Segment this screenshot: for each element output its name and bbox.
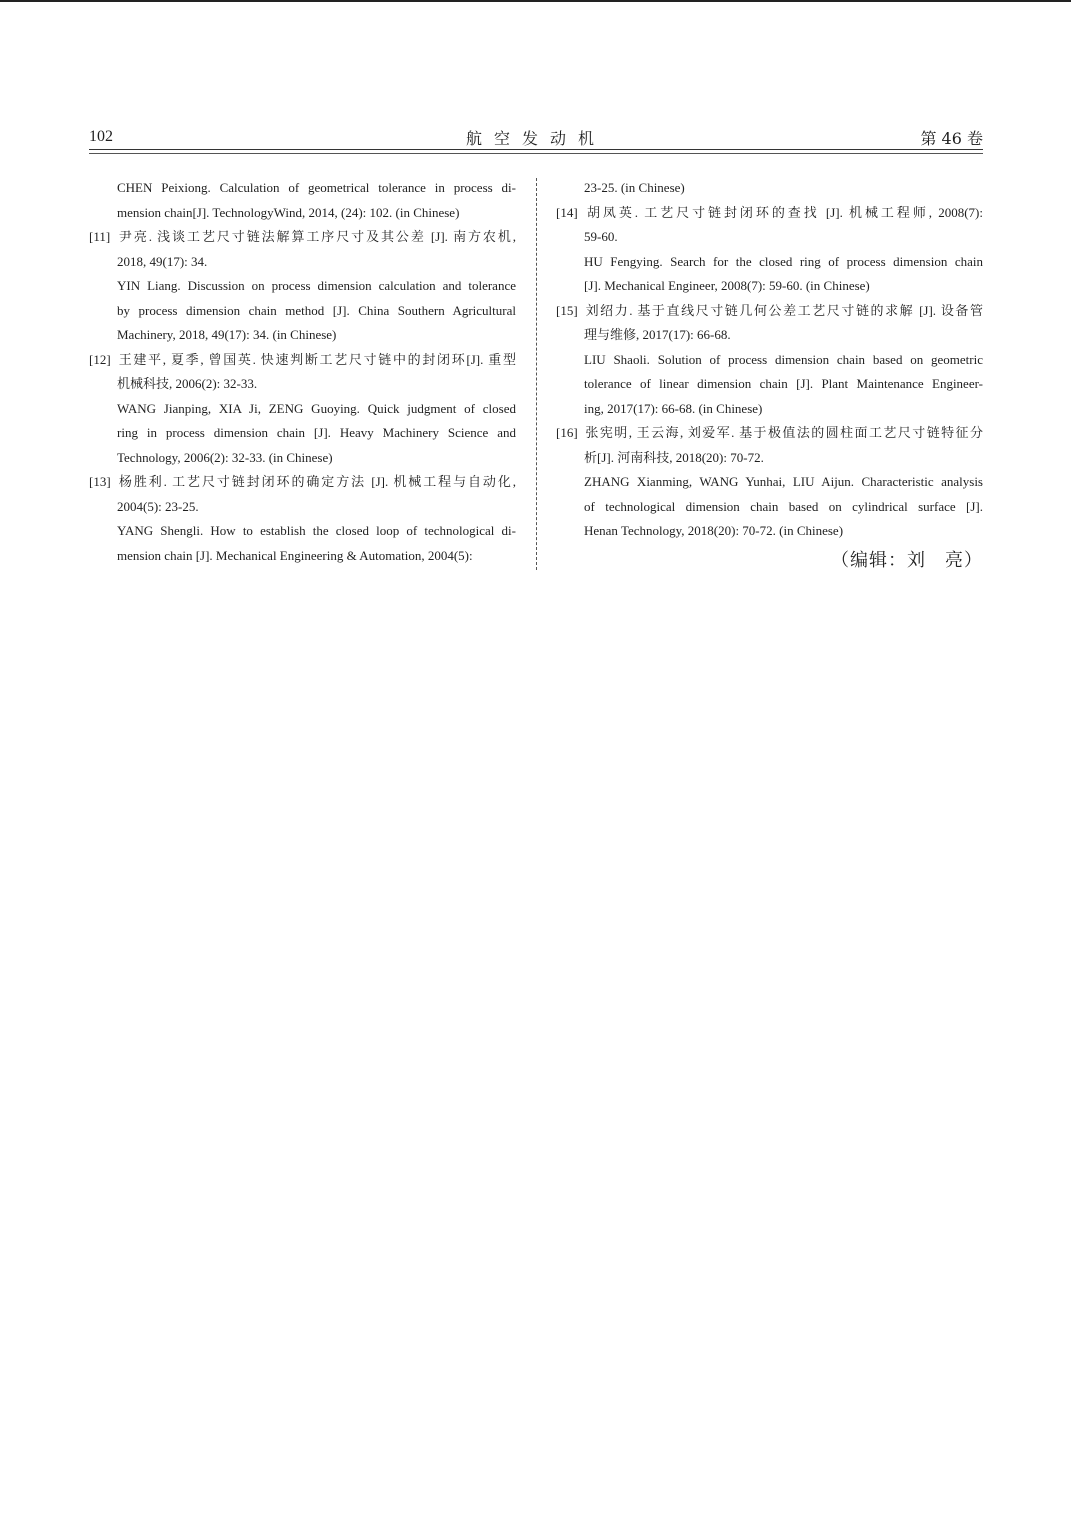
reference-number: [11]: [89, 229, 111, 244]
header-rule-thin: [89, 153, 983, 154]
reference-line: [556, 323, 983, 348]
running-header: [89, 124, 983, 148]
reference-entry: [556, 299, 983, 348]
reference-line: [89, 323, 516, 348]
editor-note: （编辑：刘 亮）: [831, 550, 983, 571]
reference-text: 机械科技, 2006(2): 32-33.: [117, 376, 258, 391]
reference-entry: [556, 201, 983, 250]
reference-text: ing, 2017(17): 66-68. (in Chinese): [584, 400, 763, 416]
reference-text: mension chain[J]. TechnologyWind, 2014, (24): 102. (in Chinese): [117, 204, 460, 220]
reference-text: 胡凤英. 工艺尺寸链封闭环的查找 [J]. 机械工程师, 2008(7):: [584, 204, 983, 220]
reference-line: [89, 299, 516, 324]
reference-english-translation: [89, 397, 516, 471]
reference-line: [89, 225, 516, 250]
reference-text: Henan Technology, 2018(20): 70-72. (in Chinese): [584, 523, 844, 538]
reference-english-translation: [89, 274, 516, 348]
reference-line: [556, 274, 983, 299]
reference-line: [556, 495, 983, 520]
reference-text: Technology, 2006(2): 32-33. (in Chinese): [117, 449, 333, 465]
reference-text: LIU Shaoli. Solution of process dimension chain based on geometric: [584, 351, 983, 367]
reference-text: 59-60.: [584, 229, 618, 244]
reference-text: CHEN Peixiong. Calculation of geometrical tolerance in process di-: [117, 180, 516, 195]
reference-line: [89, 495, 516, 520]
reference-line: [89, 201, 516, 226]
reference-text: of technological dimension chain based on cylindrical surface [J].: [584, 498, 983, 514]
reference-text: ZHANG Xianming, WANG Yunhai, LIU Aijun. Characteristic analysis: [584, 474, 983, 489]
reference-line: [89, 519, 516, 544]
reference-line: [556, 446, 983, 471]
reference-text: Machinery, 2018, 49(17): 34. (in Chinese): [117, 327, 337, 342]
reference-english-translation: [556, 348, 983, 422]
reference-number: [12]: [89, 351, 111, 367]
volume-label: 第 46 卷: [920, 129, 983, 148]
references-left-column: [89, 176, 516, 568]
reference-text: by process dimension chain method [J]. China Southern Agricultural: [117, 302, 516, 318]
reference-text: 刘绍力. 基于直线尺寸链几何公差工艺尺寸链的求解 [J]. 设备管: [584, 302, 983, 318]
reference-line: [89, 397, 516, 422]
page-number: 102: [89, 128, 113, 145]
reference-text: ring in process dimension chain [J]. Heavy Machinery Science and: [117, 425, 516, 440]
reference-line: [556, 225, 983, 250]
header-rule-thick: [89, 149, 983, 150]
reference-line: [556, 250, 983, 275]
reference-text: 杨胜利. 工艺尺寸链封闭环的确定方法 [J]. 机械工程与自动化,: [117, 474, 516, 489]
reference-entry: [556, 421, 983, 470]
reference-line: [89, 250, 516, 275]
reference-line: [556, 176, 983, 201]
reference-text: 王建平, 夏季, 曾国英. 快速判断工艺尺寸链中的封闭环[J]. 重型: [117, 351, 516, 367]
reference-english-translation: [556, 176, 983, 201]
reference-number: [15]: [556, 302, 578, 318]
reference-line: [556, 372, 983, 397]
reference-text: 理与维修, 2017(17): 66-68.: [584, 327, 731, 342]
reference-entry: [89, 225, 516, 274]
reference-text: 2004(5): 23-25.: [117, 498, 199, 514]
reference-text: 2018, 49(17): 34.: [117, 253, 208, 269]
reference-line: [89, 470, 516, 495]
reference-text: 尹亮. 浅谈工艺尺寸链法解算工序尺寸及其公差 [J]. 南方农机,: [117, 229, 516, 244]
reference-text: YANG Shengli. How to establish the closed loop of technological di-: [117, 523, 516, 538]
reference-number: [14]: [556, 204, 578, 220]
reference-line: [556, 348, 983, 373]
reference-text: WANG Jianping, XIA Ji, ZENG Guoying. Quick judgment of closed: [117, 400, 516, 416]
reference-text: mension chain [J]. Mechanical Engineering & Automation, 2004(5):: [117, 547, 473, 563]
top-border-rule: [0, 0, 1071, 2]
column-divider: [536, 178, 537, 570]
reference-text: 23-25. (in Chinese): [584, 180, 685, 195]
reference-line: [89, 421, 516, 446]
reference-text: 张宪明, 王云海, 刘爱军. 基于极值法的圆柱面工艺尺寸链特征分: [584, 425, 983, 440]
reference-line: [89, 348, 516, 373]
reference-line: [556, 201, 983, 226]
reference-line: [89, 544, 516, 569]
reference-text: HU Fengying. Search for the closed ring of process dimension chain: [584, 253, 983, 269]
journal-title: 航空发动机: [465, 129, 606, 148]
reference-number: [13]: [89, 474, 111, 489]
reference-english-translation: [556, 250, 983, 299]
reference-line: [89, 176, 516, 201]
reference-text: tolerance of linear dimension chain [J]. Plant Maintenance Engineer-: [584, 376, 983, 391]
reference-text: YIN Liang. Discussion on process dimension calculation and tolerance: [117, 278, 516, 293]
reference-line: [556, 519, 983, 544]
reference-line: [89, 274, 516, 299]
reference-number: [16]: [556, 425, 578, 440]
reference-text: [J]. Mechanical Engineer, 2008(7): 59-60. (in Chinese): [584, 278, 870, 293]
reference-line: [89, 372, 516, 397]
reference-english-translation: [89, 519, 516, 568]
reference-line: [556, 421, 983, 446]
references-right-column: [556, 176, 983, 544]
reference-text: 析[J]. 河南科技, 2018(20): 70-72.: [584, 449, 764, 465]
reference-entry: [89, 470, 516, 519]
reference-line: [556, 299, 983, 324]
reference-english-translation: [556, 470, 983, 544]
reference-english-translation: [89, 176, 516, 225]
reference-line: [89, 446, 516, 471]
reference-line: [556, 470, 983, 495]
reference-line: [556, 397, 983, 422]
reference-entry: [89, 348, 516, 397]
